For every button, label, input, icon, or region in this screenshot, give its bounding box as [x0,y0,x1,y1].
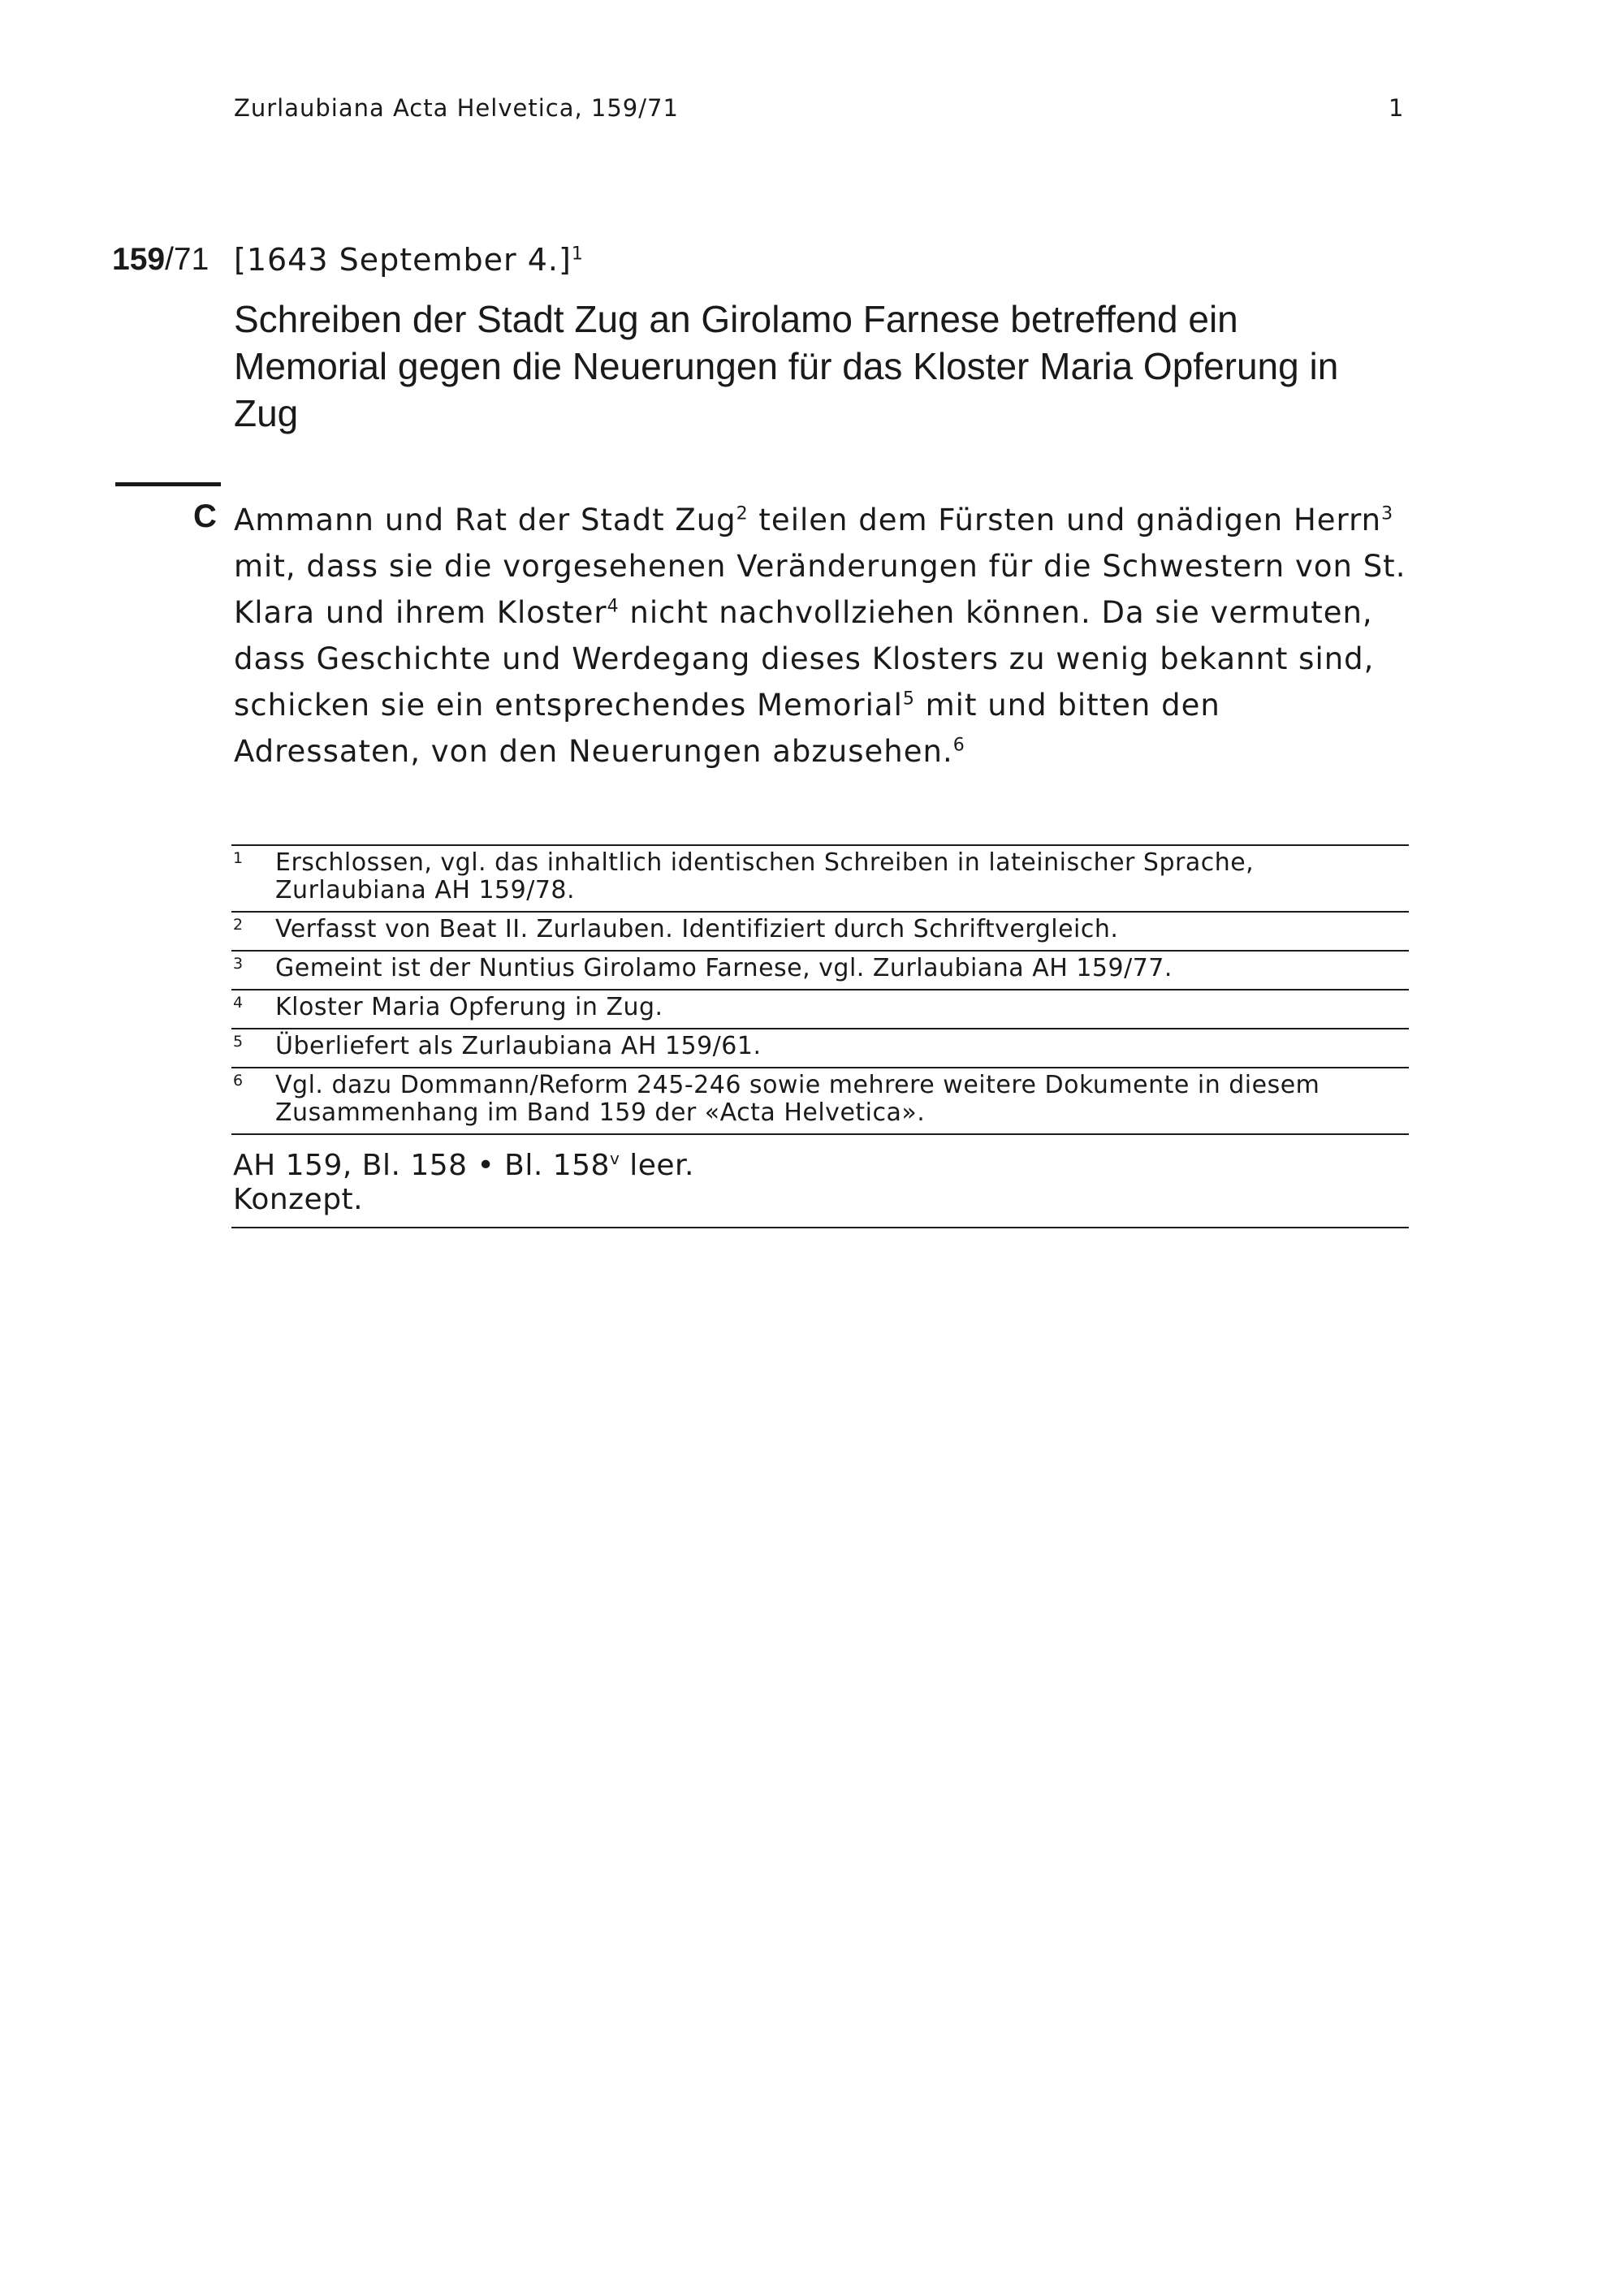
regest-segment: nicht nachvollziehen können. Da sie vermuten, dass Geschichte und Werdegang dieses Klosters zu wenig bekannt sind, schicken sie ein entsprechendes Memorial [234,595,1375,723]
source-shelfmark: AH 159, Bl. 158 • Bl. 158 [233,1149,610,1182]
footnote-text: Vgl. dazu Dommann/Reform 245-246 sowie mehrere weitere Dokumente in diesem Zusammenhang im Band 159 der «Acta Helvetica». [275,1071,1320,1127]
regest-segment: Ammann und Rat der Stadt Zug [234,503,736,537]
source-kind: Konzept. [233,1183,364,1216]
margin-divider [115,482,221,486]
document-number-volume: 159 [112,242,166,277]
document-number [112,242,209,278]
source-description [231,1133,1409,1228]
footnote-ref[interactable]: 1 [571,244,584,265]
page-number: 1 [1389,94,1404,122]
footnote-ref[interactable]: 6 [952,735,965,756]
footnote [231,844,1409,911]
regest-segment: teilen dem Fürsten und gnädigen Herrn [748,503,1382,537]
footnote [231,950,1409,989]
running-title: Zurlaubiana Acta Helvetica, 159/71 [234,94,679,122]
footnote-text: Kloster Maria Opferung in Zug. [275,993,663,1021]
footnote [231,1028,1409,1067]
regest-paragraph [234,497,1407,775]
footnote-text: Verfasst von Beat II. Zurlauben. Identifiziert durch Schriftvergleich. [275,915,1119,943]
footnote-mark: 6 [233,1072,244,1090]
text-type-marker: C [193,498,217,534]
footnote-mark: 2 [233,916,244,934]
footnote [231,911,1409,950]
footnote-mark: 4 [233,994,244,1012]
document-title: Schreiben der Stadt Zug an Girolamo Farnese betreffend ein Memorial gegen die Neuerungen für das Kloster Maria Opferung in Zug [234,298,1339,434]
footnote-mark: 5 [233,1033,244,1051]
footnote-mark: 1 [233,849,244,867]
footnote-text: Gemeint ist der Nuntius Girolamo Farnese, vgl. Zurlaubiana AH 159/77. [275,954,1173,982]
source-shelfmark-line [233,1142,1409,1183]
verso-mark: v [609,1149,620,1168]
source-note: leer. [620,1149,694,1182]
footnote-ref[interactable]: 5 [902,688,915,710]
document-number-item: /71 [165,242,209,277]
footnote-text: Überliefert als Zurlaubiana AH 159/61. [275,1032,762,1060]
footnote-ref[interactable]: 2 [736,503,749,524]
document-date [234,242,584,278]
footnote [231,989,1409,1028]
footnote-ref[interactable]: 4 [607,596,620,617]
footnote-mark: 3 [233,955,244,973]
regest-segment: mit, dass sie die vorgesehenen Veränderungen für die Schwestern von St. Klara und ihrem Kloster [234,549,1406,630]
footnotes [231,844,1409,1228]
footnote-ref[interactable]: 3 [1381,503,1394,524]
footnote-text: Erschlossen, vgl. das inhaltlich identischen Schreiben in lateinischer Sprache, Zurlaubiana AH 159/78. [275,848,1255,904]
footnote [231,1067,1409,1133]
date-text: [1643 September 4.] [234,242,572,278]
regest-segment: mit und bitten den Adressaten, von den Neuerungen abzusehen. [234,688,1220,769]
